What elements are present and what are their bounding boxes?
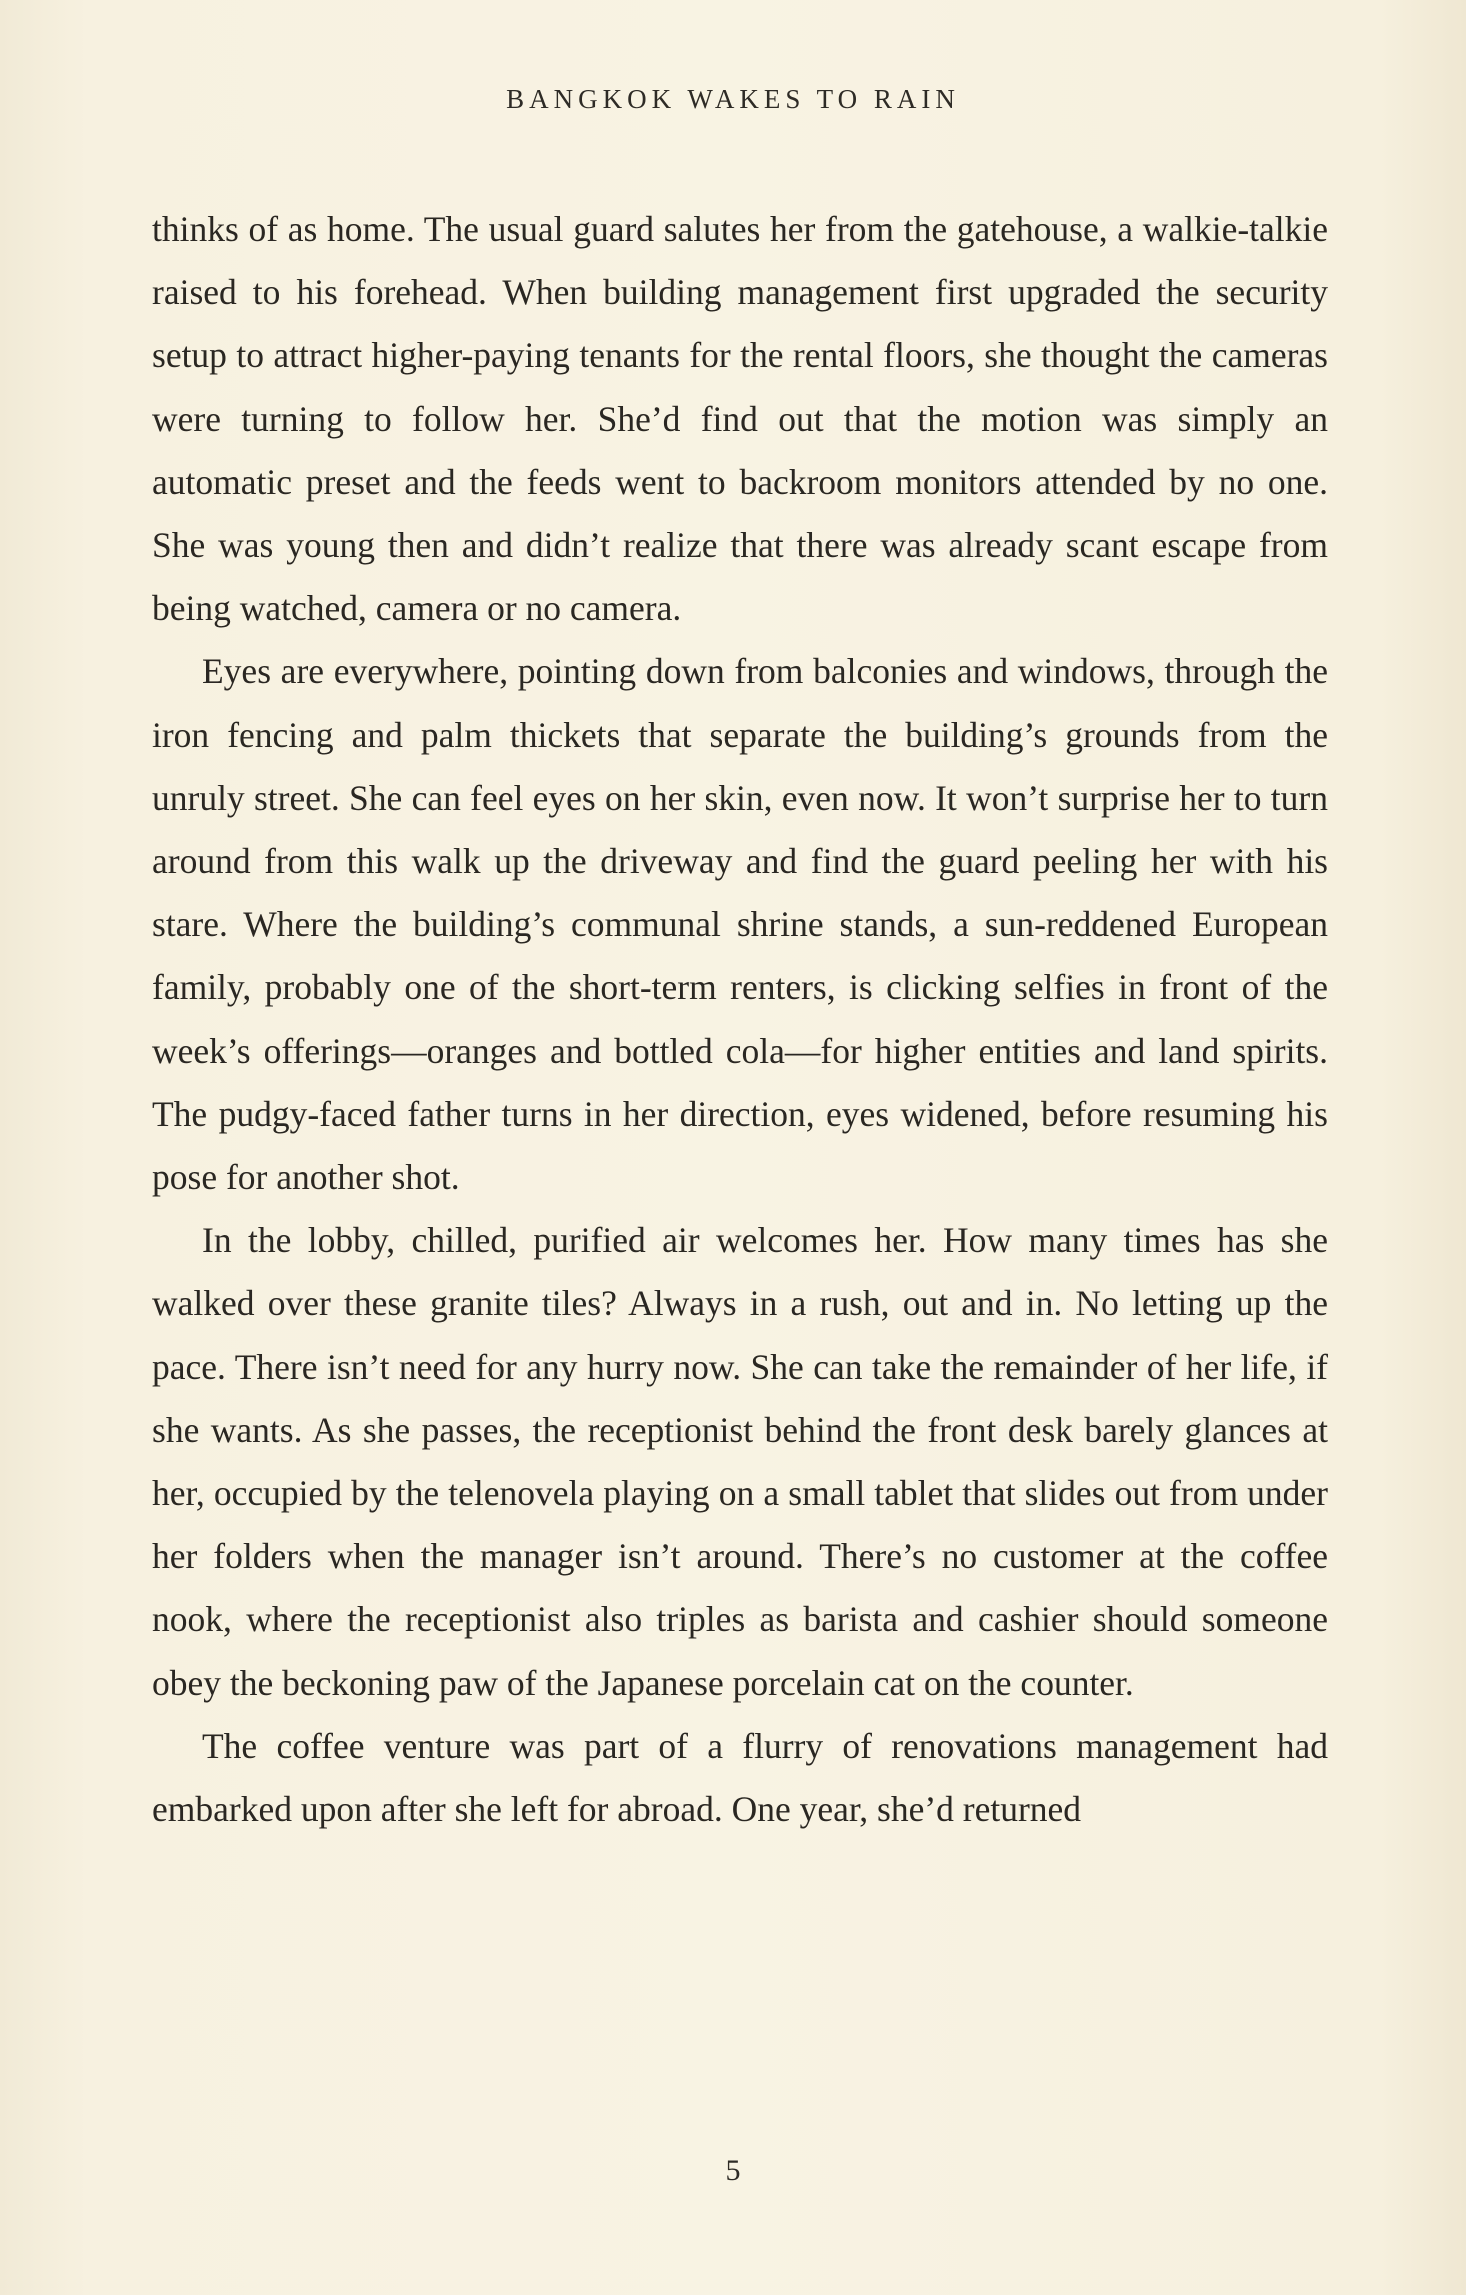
page-number: 5: [725, 2154, 741, 2187]
paragraph-1: thinks of as home. The usual guard salutes her from the gatehouse, a walkie-talkie raised to his forehead. When building management first upgraded the security setup to attract higher-paying tenants for the rental floors, she thought the cameras were turning to follow her. She’d find out that the motion was simply an automatic preset and the feeds went to backroom monitors attended by no one. She was young then and didn’t realize that there was already scant escape from being watched, camera or no camera.: [152, 209, 1328, 629]
paragraph-3: In the lobby, chilled, purified air welcomes her. How many times has she walked over these granite tiles? Always in a rush, out and in. No letting up the pace. There isn’t need for any hurry now. She can take the remainder of her life, if she wants. As she passes, the receptionist behind the front desk barely glances at her, occupied by the telenovela playing on a small tablet that slides out from under her folders when the manager isn’t around. There’s no customer at the coffee nook, where the receptionist also triples as barista and cashier should someone obey the beckoning paw of the Japanese porcelain cat on the counter.: [152, 1220, 1328, 1703]
paragraph-2: Eyes are everywhere, pointing down from balconies and windows, through the iron fencing and palm thickets that separate the building’s grounds from the unruly street. She can feel eyes on her skin, even now. It won’t surprise her to turn around from this walk up the driveway and find the guard peeling her with his stare. Where the building’s communal shrine stands, a sun-reddened European family, probably one of the short-term renters, is clicking selfies in front of the week’s offerings—oranges and bottled cola—for higher entities and land spirits. The pudgy-faced father turns in her direction, eyes widened, before resuming his pose for another shot.: [152, 651, 1328, 1198]
paragraph-4: The coffee venture was part of a flurry of renovations management had embarked upon after she left for abroad. One year, she’d returned: [152, 1725, 1328, 1830]
body-text: [152, 198, 1328, 1841]
running-head: BANGKOK WAKES TO RAIN: [506, 84, 960, 114]
